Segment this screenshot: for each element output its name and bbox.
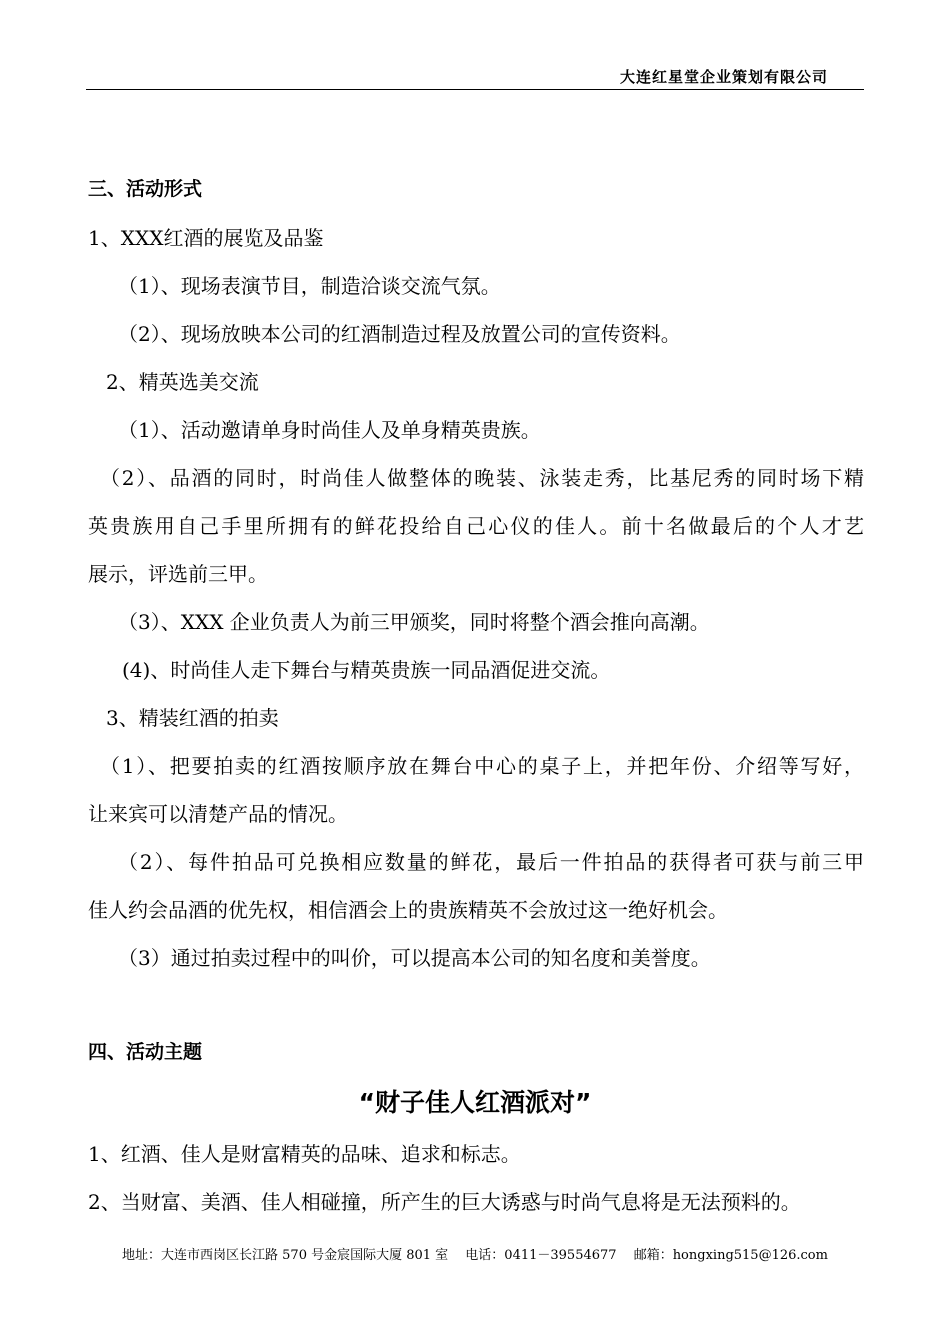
paragraph-line: 让来宾可以清楚产品的情况。 <box>88 802 348 826</box>
list-item: (4)、时尚佳人走下舞台与精英贵族一同品酒促进交流。 <box>122 658 611 682</box>
list-item: 1、红酒、佳人是财富精英的品味、追求和标志。 <box>88 1142 521 1166</box>
header-divider <box>86 89 864 90</box>
section-heading-activity-theme: 四、活动主题 <box>88 1041 203 1063</box>
list-item: 1、XXX红酒的展览及品鉴 <box>88 226 324 250</box>
paragraph-line: 英贵族用自己手里所拥有的鲜花投给自己心仪的佳人。前十名做最后的个人才艺 <box>88 514 864 538</box>
list-item: 2、当财富、美酒、佳人相碰撞，所产生的巨大诱惑与时尚气息将是无法预料的。 <box>88 1190 801 1214</box>
theme-title: “财子佳人红酒派对” <box>358 1088 592 1117</box>
paragraph-line: （2）、每件拍品可兑换相应数量的鲜花，最后一件拍品的获得者可获与前三甲 <box>118 850 864 874</box>
list-item: （3）、XXX 企业负责人为前三甲颁奖，同时将整个酒会推向高潮。 <box>118 610 710 634</box>
list-item: 2、精英选美交流 <box>106 370 259 394</box>
list-item: （1）、现场表演节目，制造洽谈交流气氛。 <box>118 274 501 298</box>
footer-contact: 地址：大连市西岗区长江路 570 号金宸国际大厦 801 室 电话：0411－39554677 邮箱：hongxing515@126.com <box>122 1248 828 1263</box>
list-item: （2）、现场放映本公司的红酒制造过程及放置公司的宣传资料。 <box>118 322 681 346</box>
header-company-name: 大连红星堂企业策划有限公司 <box>619 68 828 86</box>
paragraph-line: （2）、品酒的同时，时尚佳人做整体的晚装、泳装走秀，比基尼秀的同时场下精 <box>100 466 864 490</box>
paragraph-line: （1）、把要拍卖的红酒按顺序放在舞台中心的桌子上，并把年份、介绍等写好， <box>100 754 864 778</box>
list-item: （1）、活动邀请单身时尚佳人及单身精英贵族。 <box>118 418 541 442</box>
paragraph-line: 展示，评选前三甲。 <box>88 562 268 586</box>
list-item: 3、精装红酒的拍卖 <box>106 706 279 730</box>
paragraph-line: 佳人约会品酒的优先权，相信酒会上的贵族精英不会放过这一绝好机会。 <box>88 898 728 922</box>
list-item: （3）通过拍卖过程中的叫价，可以提高本公司的知名度和美誉度。 <box>118 946 711 970</box>
section-heading-activity-format: 三、活动形式 <box>88 178 203 200</box>
